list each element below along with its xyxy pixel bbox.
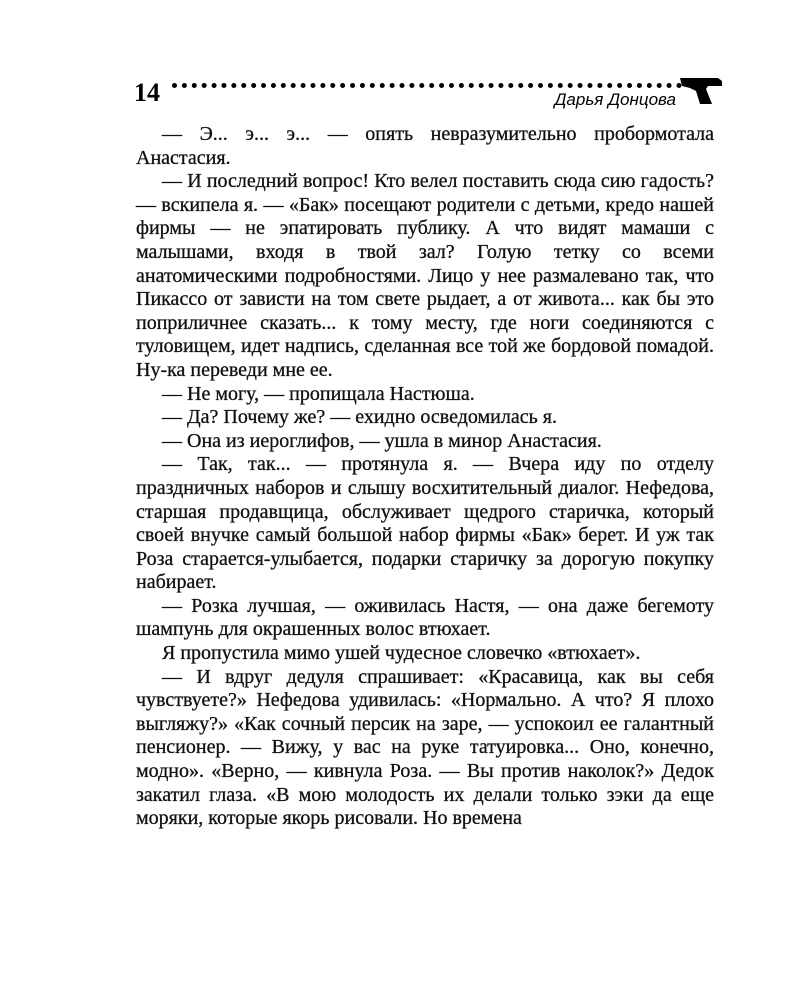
page-number: 14 (134, 78, 160, 107)
paragraph: — Не могу, — пропищала Настюша. (162, 382, 475, 405)
paragraph: — И последний вопрос! Кто велел поставить сюда сию гадость? — вскипела я. — «Бак» посещают родители с детьми, кредо нашей фирмы — не эпатировать публику. А что видят мамаши с малышами, входя в твой зал? Голую тетку со всеми анатомическими подробностями. Лицо у нее размалевано так, что Пикассо от зависти на том свете рыдает, а от живота... как бы это поприличнее сказать... к тому месту, где ноги соединяются с туловищем, идет надпись, сделанная все той же бордовой помадой. Ну-ка переведи мне ее. (136, 170, 714, 381)
body-text (136, 123, 714, 831)
author-name: Дарья Донцова (554, 90, 676, 109)
dotted-rule (172, 83, 682, 88)
paragraph: — Да? Почему же? — ехидно осведомилась я. (162, 406, 557, 429)
pistol-icon (678, 74, 724, 106)
paragraph: — И вдруг дедуля спрашивает: «Красавица, как вы себя чувствуете?» Нефедова удивилась: «Нормально. А что? Я плохо выгляжу?» «Как сочный персик на заре, — успокоил ее галантный пенсионер. — Вижу, у вас на руке татуировка... Оно, конечно, модно». «Верно, — кивнула Роза. — Вы против наколок?» Дедок закатил глаза. «В мою молодость их делали только зэки да еще моряки, которые якорь рисовали. Но времена (136, 665, 714, 830)
paragraph: — Она из иероглифов, — ушла в минор Анастасия. (162, 429, 602, 452)
paragraph: Я пропустила мимо ушей чудесное словечко «втюхает». (162, 642, 641, 665)
paragraph: — Так, так... — протянула я. — Вчера иду по отделу праздничных наборов и слышу восхитительный диалог. Нефедова, старшая продавщица, обслуживает щедрого старичка, который своей внучке самый большой набор фирмы «Бак» берет. И уж так Роза старается-улыбается, подарки старичку за дорогую покупку набирает. (136, 453, 714, 594)
paragraph: — Розка лучшая, — оживилась Настя, — она даже бегемоту шампунь для окрашенных волос втюхает. (136, 594, 714, 641)
paragraph: — Э... э... э... — опять невразумительно пробормотала Анастасия. (136, 123, 714, 169)
